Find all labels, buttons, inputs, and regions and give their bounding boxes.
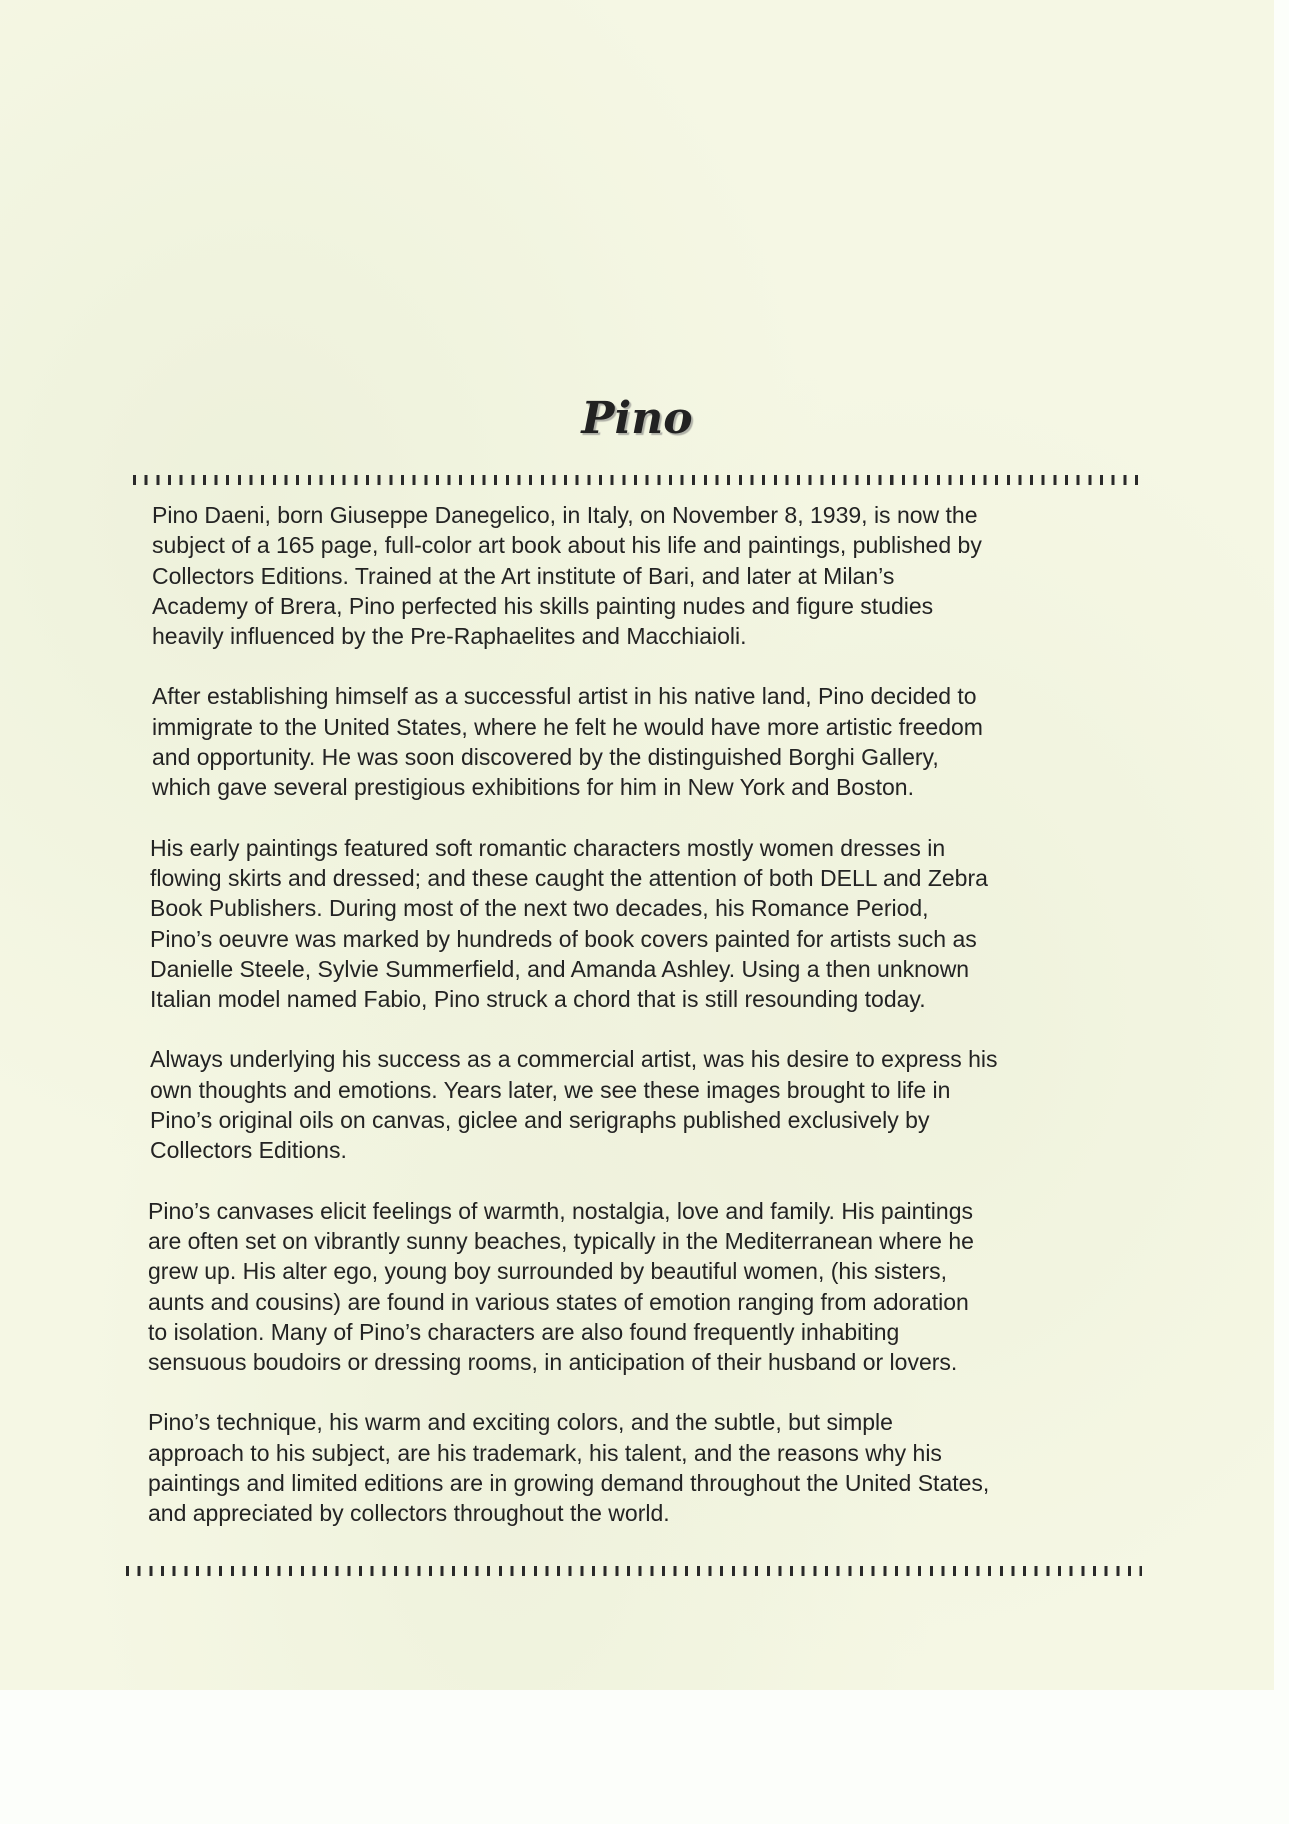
paragraph-technique: Pino’s technique, his warm and exciting colors, and the subtle, but simple approach to his subject, are his trademark, his talent, and the reasons why his paintings and limited editions are in growing demand throughout the United States, and appreciated by collectors throughout the world. bbox=[148, 1409, 990, 1527]
paragraph-early-paintings: His early paintings featured soft romantic characters mostly women dresses in flowing skirts and dressed; and these caught the attention of both DELL and Zebra Book Publishers. During most of the next two decades, his Romance Period, Pino’s oeuvre was marked by hundreds of book covers painted for artists such as Danielle Steele, Sylvie Summerfield, and Amanda Ashley. Using a then unknown Italian model named Fabio, Pino struck a chord that is still resounding today. bbox=[150, 834, 988, 1013]
paragraph-immigration: After establishing himself as a successful artist in his native land, Pino decided to immigrate to the United States, where he felt he would have more artistic freedom and opportunity. He was soon discovered by the distinguished Borghi Gallery, which gave several prestigious exhibitions for him in New York and Boston. bbox=[152, 683, 983, 801]
body-text bbox=[148, 500, 1152, 1559]
bottom-divider bbox=[126, 1566, 1142, 1576]
paragraph-canvases: Pino’s canvases elicit feelings of warmth, nostalgia, love and family. His paintings are often set on vibrantly sunny beaches, typically in the Mediterranean where he grew up. His alter ego, young boy surrounded by beautiful women, (his sisters, aunts and cousins) are found in various states of emotion ranging from adoration to isolation. Many of Pino’s characters are also found frequently inhabiting sensuous boudoirs or dressing rooms, in anticipation of their husband or lovers. bbox=[148, 1197, 974, 1376]
paragraph-commercial-artist: Always underlying his success as a commercial artist, was his desire to express his own thoughts and emotions. Years later, we see these images brought to life in Pino’s original oils on canvas, giclee and serigraphs published exclusively by Collectors Editions. bbox=[150, 1046, 998, 1164]
page-title: Pino bbox=[581, 393, 693, 444]
paragraph-intro: Pino Daeni, born Giuseppe Danegelico, in Italy, on November 8, 1939, is now the subject of a 165 page, full-color art book about his life and paintings, published by Collectors Editions. Trained at the Art institute of Bari, and later at Milan’s Academy of Brera, Pino perfected his skills painting nudes and figure studies heavily influenced by the Pre-Raphaelites and Macchiaioli. bbox=[152, 502, 982, 650]
top-divider bbox=[133, 475, 1145, 485]
